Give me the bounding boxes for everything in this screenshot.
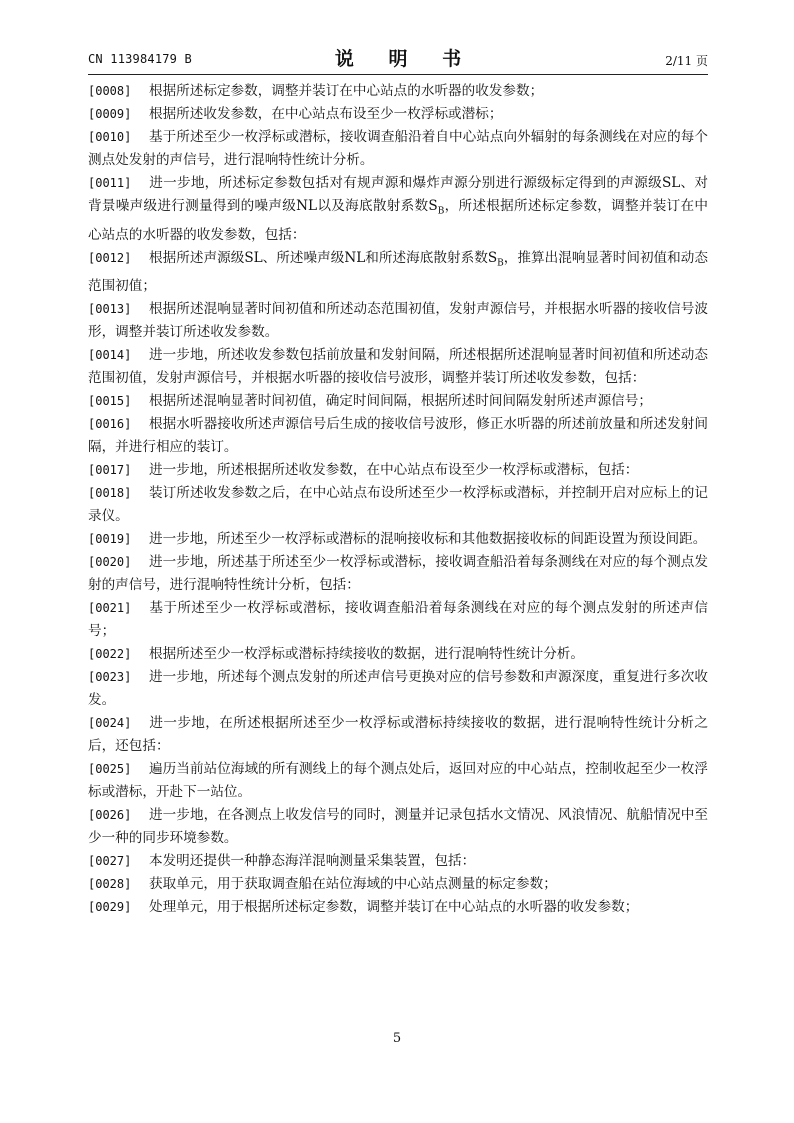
paragraph	[88, 390, 708, 413]
paragraph	[88, 551, 708, 597]
paragraph-text: 装订所述收发参数之后，在中心站点布设所述至少一枚浮标或潜标，并控制开启对应标上的记录仪。	[88, 485, 708, 525]
paragraph-number: [0014]	[88, 348, 132, 363]
paragraph-number: [0015]	[88, 394, 132, 409]
paragraph	[88, 413, 708, 459]
paragraph-text: 根据所述声源级SL、所述噪声级NL和所述海底散射系数S	[149, 249, 498, 266]
paragraph-text: 基于所述至少一枚浮标或潜标，接收调查船沿着自中心站点向外辐射的每条测线在对应的每个测点处发射的声信号，进行混响特性统计分析。	[88, 129, 708, 168]
paragraph	[88, 597, 708, 643]
paragraph	[88, 482, 708, 528]
subscript: B	[437, 206, 445, 217]
paragraph	[88, 873, 708, 896]
paragraph-number: [0025]	[88, 762, 132, 777]
paragraph	[88, 344, 708, 390]
paragraph-text: 根据水听器接收所述声源信号后生成的接收信号波形，修正水听器的所述前放量和所述发射间隔，并进行相应的装订。	[88, 416, 708, 456]
paragraph-text: 本发明还提供一种静态海洋混响测量采集装置，包括：	[149, 853, 476, 870]
paragraph-text: 进一步地，所述标定参数包括对有规声源和爆炸声源分别进行源级标定得到的声源级SL、对背景噪声级进行测量得到的噪声级NL以及海底散射系数S	[88, 175, 708, 214]
paragraph-number: [0018]	[88, 486, 132, 501]
paragraph-number: [0012]	[88, 250, 132, 265]
paragraph-number: [0009]	[88, 107, 132, 121]
paragraph	[88, 247, 708, 299]
paragraph-text: 进一步地，所述至少一枚浮标或潜标的混响接收标和其他数据接收标的间距设置为预设间距。	[149, 531, 707, 548]
paragraph	[88, 804, 708, 850]
paragraph-text: 基于所述至少一枚浮标或潜标，接收调查船沿着每条测线在对应的每个测点发射的所述声信号；	[88, 600, 708, 640]
paragraph-number: [0016]	[88, 417, 132, 432]
page-header	[88, 44, 708, 68]
paragraph-number: [0024]	[88, 716, 132, 731]
paragraph	[88, 126, 708, 172]
paragraph-number: [0011]	[88, 176, 132, 190]
paragraph-text: 进一步地，所述收发参数包括前放量和发射间隔，所述根据所述混响显著时间初值和所述动态范围初值，发射声源信号，并根据水听器的接收信号波形，调整并装订所述收发参数，包括：	[88, 347, 708, 387]
paragraph	[88, 850, 708, 873]
paragraph-number: [0026]	[88, 808, 132, 823]
paragraph-number: [0028]	[88, 877, 132, 892]
paragraph	[88, 80, 708, 103]
paragraph-text-continued: ，推算出混响显著时间初值和动态范围初值；	[88, 249, 708, 295]
paragraph-text: 进一步地，在所述根据所述至少一枚浮标或潜标持续接收的数据，进行混响特性统计分析之后，还包括：	[88, 715, 708, 755]
paragraph	[88, 666, 708, 712]
paragraph-text: 根据所述混响显著时间初值和所述动态范围初值，发射声源信号，并根据水听器的接收信号波形，调整并装订所述收发参数。	[88, 301, 708, 341]
subscript: B	[497, 258, 504, 269]
paragraph-text: 进一步地，在各测点上收发信号的同时，测量并记录包括水文情况、风浪情况、航船情况中至少一种的同步环境参数。	[88, 807, 708, 847]
paragraph	[88, 103, 708, 126]
paragraph	[88, 758, 708, 804]
paragraph-number: [0013]	[88, 302, 132, 317]
paragraph-text: 进一步地，所述每个测点发射的所述声信号更换对应的信号参数和声源深度，重复进行多次收发。	[88, 669, 708, 709]
paragraph	[88, 643, 708, 666]
paragraph-number: [0027]	[88, 854, 132, 869]
paragraph-text: 根据所述收发参数，在中心站点布设至少一枚浮标或潜标；	[149, 106, 503, 122]
paragraph	[88, 528, 708, 551]
paragraph-number: [0017]	[88, 463, 132, 478]
paragraph	[88, 298, 708, 344]
paragraph	[88, 712, 708, 758]
paragraph-number: [0020]	[88, 555, 132, 570]
paragraph-number: [0021]	[88, 601, 132, 616]
paragraph-text: 根据所述至少一枚浮标或潜标持续接收的数据，进行混响特性统计分析。	[149, 646, 584, 663]
paragraph-text: 根据所述标定参数，调整并装订在中心站点的水听器的收发参数；	[149, 83, 544, 99]
document-title: 说 明 书	[334, 48, 476, 70]
paragraph-number: [0023]	[88, 670, 132, 685]
paragraph-text-continued: ，所述根据所述标定参数，调整并装订在中心站点的水听器的收发参数，包括：	[88, 198, 709, 243]
paragraph-number: [0008]	[88, 84, 132, 98]
patent-number: CN 113984179 B	[88, 52, 192, 66]
paragraph-text: 遍历当前站位海域的所有测线上的每个测点处后，返回对应的中心站点，控制收起至少一枚浮标或潜标，开赴下一站位。	[88, 761, 708, 801]
paragraph-text: 处理单元，用于根据所述标定参数，调整并装订在中心站点的水听器的收发参数；	[149, 899, 639, 916]
paragraph-text: 进一步地，所述根据所述收发参数，在中心站点布设至少一枚浮标或潜标，包括：	[149, 462, 639, 479]
header-divider	[88, 74, 708, 75]
paragraph-number: [0022]	[88, 647, 132, 662]
paragraph-number: [0010]	[88, 130, 132, 144]
paragraph-text: 获取单元，用于获取调查船在站位海域的中心站点测量的标定参数；	[149, 876, 557, 893]
document-body	[88, 80, 708, 919]
paragraph	[88, 896, 708, 919]
paragraph-text: 进一步地，所述基于所述至少一枚浮标或潜标，接收调查船沿着每条测线在对应的每个测点发射的声信号，进行混响特性统计分析，包括：	[88, 554, 708, 594]
paragraph	[88, 172, 708, 247]
paragraph-number: [0029]	[88, 900, 132, 915]
paragraph-text: 根据所述混响显著时间初值，确定时间间隔，根据所述时间间隔发射所述声源信号；	[149, 393, 652, 410]
paragraph	[88, 459, 708, 482]
page-indicator: 2/11 页	[665, 54, 708, 68]
paragraph-number: [0019]	[88, 532, 132, 547]
page-number: 5	[392, 1031, 402, 1046]
